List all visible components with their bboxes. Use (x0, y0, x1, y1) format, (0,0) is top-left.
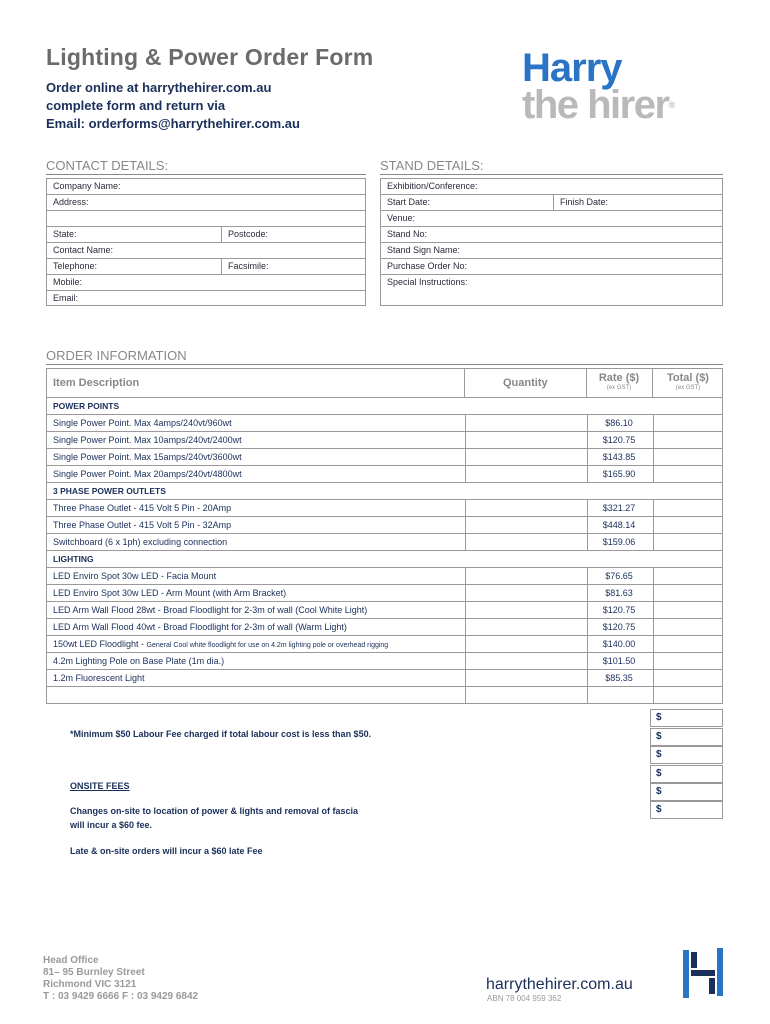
h-monogram-icon (682, 946, 724, 1000)
quantity-input[interactable] (466, 636, 586, 652)
quantity-input[interactable] (466, 500, 586, 516)
date-divider (553, 195, 554, 211)
quantity-input[interactable] (466, 432, 586, 448)
line-total-input[interactable] (654, 636, 723, 652)
col-total (653, 372, 723, 400)
item-description (53, 466, 242, 482)
quantity-input[interactable] (466, 449, 586, 465)
item-row (46, 619, 723, 636)
item-description-text: LIGHTING (53, 554, 94, 564)
item-rate: $81.63 (605, 588, 633, 598)
line-total-input[interactable] (654, 415, 723, 431)
item-description-text: LED Enviro Spot 30w LED - Arm Mount (with Arm Bracket) (53, 588, 287, 598)
stand-sign-name-field[interactable]: Stand Sign Name: (381, 243, 722, 259)
item-description (53, 653, 224, 669)
line-total-input[interactable] (654, 653, 723, 669)
item-row (46, 636, 723, 653)
order-online-line: Order online at harrythehirer.com.au (46, 80, 272, 95)
item-row (46, 653, 723, 670)
header-divider-rate (586, 368, 587, 398)
item-rate: $165.90 (602, 469, 636, 479)
line-total-input[interactable] (654, 568, 723, 584)
stand-no-field[interactable]: Stand No: (381, 227, 722, 243)
item-description (53, 585, 286, 601)
item-description-text: LED Enviro Spot 30w LED - Facia Mount (53, 571, 217, 581)
item-rate: $120.75 (602, 622, 636, 632)
quantity-input[interactable] (466, 568, 586, 584)
item-description-text: Single Power Point. Max 4amps/240vt/960wt (53, 418, 232, 428)
category-row (46, 398, 723, 415)
item-rate: $120.75 (602, 605, 636, 615)
onsite-changes-line2: will incur a $60 fee. (70, 820, 153, 830)
item-description-text: LED Arm Wall Flood 28wt - Broad Floodlight for 2-3m of wall (Cool White Light) (53, 605, 368, 615)
onsite-fees-heading: ONSITE FEES (70, 781, 130, 791)
labour-input[interactable]: $ (650, 746, 723, 764)
mobile-field[interactable]: Mobile: (47, 275, 365, 291)
damage-waiver-input[interactable]: $ (650, 728, 723, 746)
item-rate: $448.14 (602, 520, 636, 530)
item-description (53, 500, 231, 516)
item-rate: $86.10 (605, 418, 633, 428)
suburb-address: Richmond VIC 3121 (43, 979, 137, 990)
item-rate: $143.85 (602, 452, 636, 462)
header-divider-qty (464, 368, 465, 398)
item-rate: $321.27 (602, 503, 636, 513)
quantity-input[interactable] (466, 585, 586, 601)
contact-details-title: CONTACT DETAILS: (46, 158, 366, 175)
category-label (53, 398, 119, 414)
line-total-input[interactable] (654, 449, 723, 465)
quantity-input[interactable] (466, 687, 586, 703)
line-total-input[interactable] (654, 687, 723, 703)
line-total-input[interactable] (654, 517, 723, 533)
registered-mark: ® (668, 100, 674, 110)
quantity-input[interactable] (466, 653, 586, 669)
item-description (53, 415, 232, 431)
category-row (46, 551, 723, 568)
item-rate: $159.06 (602, 537, 636, 547)
item-description-text: Single Power Point. Max 20amps/240vt/4800wt (53, 469, 242, 479)
total-input[interactable]: $ (650, 765, 723, 783)
contact-name-field[interactable]: Contact Name: (47, 243, 365, 259)
stand-details-box (380, 178, 723, 306)
col-rate-ex-gst: (ex GST) (606, 385, 632, 391)
facsimile-field[interactable]: Facsimile: (228, 261, 269, 271)
col-item-description: Item Description (53, 377, 140, 389)
finish-date-field[interactable]: Finish Date: (560, 197, 609, 207)
late-fee-note: Late & on-site orders will incur a $60 late Fee (70, 846, 263, 856)
item-row (46, 585, 723, 602)
order-information-title: ORDER INFORMATION (46, 348, 723, 365)
item-description-text: 4.2m Lighting Pole on Base Plate (1m dia.) (53, 656, 225, 666)
item-description-text: LED Arm Wall Flood 40wt - Broad Floodlight for 2-3m of wall (Warm Light) (53, 622, 347, 632)
harry-the-hirer-logo (522, 46, 722, 130)
item-description-text: Three Phase Outlet - 415 Volt 5 Pin - 32Amp (53, 520, 232, 530)
item-description (53, 449, 242, 465)
line-total-input[interactable] (654, 670, 723, 686)
return-instructions: complete form and return via (46, 98, 226, 113)
item-description-text: POWER POINTS (53, 401, 120, 411)
item-description (53, 534, 227, 550)
telephone-divider (221, 259, 222, 275)
item-rate: $140.00 (602, 639, 636, 649)
item-row (46, 466, 723, 483)
col-rate (587, 372, 651, 400)
item-row (46, 449, 723, 466)
street-address: 81– 95 Burnley Street (43, 967, 145, 978)
item-row (46, 432, 723, 449)
col-total-label: Total ($) (667, 372, 709, 384)
state-divider (221, 227, 222, 243)
special-instructions-field[interactable]: Special Instructions: (387, 277, 468, 287)
item-description (53, 568, 216, 584)
telephone-field[interactable]: Telephone: (47, 259, 365, 275)
item-description (53, 636, 388, 654)
order-table-header (46, 368, 723, 398)
item-rate: $120.75 (602, 435, 636, 445)
item-row (46, 415, 723, 432)
item-description (53, 602, 367, 618)
head-office-label: Head Office (43, 955, 99, 966)
address-field[interactable]: Address: (47, 195, 365, 211)
gst-input[interactable]: $ (650, 783, 723, 801)
onsite-changes-line1: Changes on-site to location of power & lights and removal of fascia (70, 806, 359, 816)
quantity-input[interactable] (466, 415, 586, 431)
quantity-input[interactable] (466, 466, 586, 482)
item-rate: $101.50 (602, 656, 636, 666)
col-quantity: Quantity (503, 377, 548, 389)
logo-harry: Harry (522, 46, 622, 90)
item-row (46, 670, 723, 687)
item-description (53, 432, 242, 448)
phone-fax: T : 03 9429 6666 F : 03 9429 6842 (43, 991, 199, 1002)
line-total-input[interactable] (654, 432, 723, 448)
quantity-input[interactable] (466, 670, 586, 686)
item-description (53, 670, 145, 686)
item-rate: $85.35 (605, 673, 633, 683)
company-name-field[interactable]: Company Name: (47, 179, 365, 195)
item-rate: $76.65 (605, 571, 633, 581)
state-field[interactable]: State: (47, 227, 365, 243)
head-office-address (43, 955, 198, 1003)
contact-details-box (46, 178, 366, 306)
item-row (46, 534, 723, 551)
equipment-total-input[interactable]: $ (650, 709, 723, 727)
item-description-detail: General Cool white floodlight for use on 4.2m lighting pole or overhead rigging (146, 642, 389, 649)
line-total-input[interactable] (654, 466, 723, 482)
address-line-2-field[interactable] (47, 211, 365, 227)
blank-row (46, 687, 723, 704)
footer-website-link[interactable]: harrythehirer.com.au (486, 976, 633, 993)
email-field[interactable]: Email: (53, 293, 79, 303)
quantity-input[interactable] (466, 517, 586, 533)
item-row (46, 517, 723, 534)
item-row (46, 602, 723, 619)
footer-abn: ABN 78 004 959 362 (487, 994, 562, 1003)
logo-the-hirer (522, 83, 722, 127)
line-total-input[interactable] (654, 602, 723, 618)
quantity-input[interactable] (466, 619, 586, 635)
header-divider-total (652, 368, 653, 398)
item-row (46, 500, 723, 517)
invoice-total-input[interactable]: $ (650, 801, 723, 819)
postcode-field[interactable]: Postcode: (228, 229, 269, 239)
min-labour-note: *Minimum $50 Labour Fee charged if total labour cost is less than $50. (70, 729, 372, 739)
category-label (53, 551, 94, 567)
exhibition-field[interactable]: Exhibition/Conference: (381, 179, 722, 195)
start-date-field[interactable]: Start Date: (381, 195, 722, 211)
column-divider (587, 687, 588, 703)
item-row (46, 568, 723, 585)
item-description-text: Single Power Point. Max 10amps/240vt/2400wt (53, 435, 242, 445)
quantity-input[interactable] (466, 534, 586, 550)
line-total-input[interactable] (654, 500, 723, 516)
category-row (46, 483, 723, 500)
line-total-input[interactable] (654, 534, 723, 550)
line-total-input[interactable] (654, 585, 723, 601)
item-description-text: Switchboard (6 x 1ph) excluding connection (53, 537, 228, 547)
item-description-text: Three Phase Outlet - 415 Volt 5 Pin - 20Amp (53, 503, 232, 513)
item-description-text: 1.2m Fluorescent Light (53, 673, 145, 683)
purchase-order-field[interactable]: Purchase Order No: (381, 259, 722, 275)
stand-details-title: STAND DETAILS: (380, 158, 723, 175)
logo-the-hirer-text: the hirer (522, 83, 669, 127)
item-description (53, 517, 231, 533)
quantity-input[interactable] (466, 602, 586, 618)
line-total-input[interactable] (654, 619, 723, 635)
category-label (53, 483, 166, 499)
form-title: Lighting & Power Order Form (46, 44, 374, 70)
item-description (53, 619, 347, 635)
venue-field[interactable]: Venue: (381, 211, 722, 227)
col-total-ex-gst: (ex GST) (675, 385, 701, 391)
col-rate-label: Rate ($) (598, 372, 640, 384)
onsite-changes-note (70, 804, 358, 832)
item-description-text: 150wt LED Floodlight - (53, 639, 147, 649)
item-description-text: 3 PHASE POWER OUTLETS (53, 486, 166, 496)
order-email[interactable]: Email: orderforms@harrythehirer.com.au (46, 116, 300, 131)
item-description-text: Single Power Point. Max 15amps/240vt/3600wt (53, 452, 242, 462)
